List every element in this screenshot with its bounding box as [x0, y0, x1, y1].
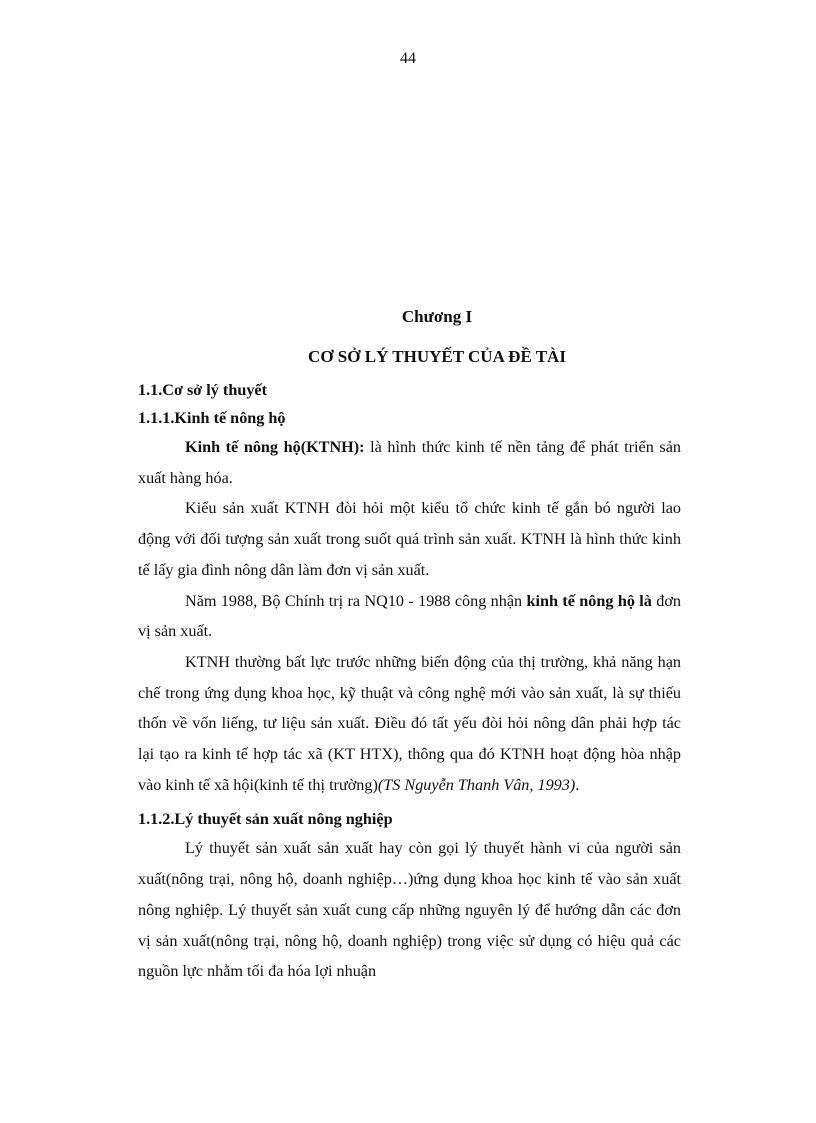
- paragraph-ktnh-limits: [138, 647, 681, 801]
- chapter-title: CƠ SỞ LÝ THUYẾT CỦA ĐỀ TÀI: [308, 347, 566, 366]
- section-heading-1-1: 1.1.Cơ sở lý thuyết: [138, 381, 267, 399]
- nq10-end: đơn vị sản xuất.: [138, 591, 681, 641]
- chapter-heading: Chương I: [401, 307, 473, 326]
- term-ktnh: Kinh tế nông hộ(KTNH):: [185, 438, 365, 456]
- body-content: [138, 376, 681, 987]
- paragraph-production-type: Kiểu sản xuất KTNH đòi hỏi một kiểu tổ chức kinh tế gắn bó người lao động với đối tượng sản xuất trong suốt quá trình sản xuất. KTNH là hình thức kinh tế lấy gia đình nông dân làm đơn vị sản xuất.: [138, 499, 681, 579]
- definition-text: là hình thức kinh tế nền tảng để phát triển sản xuất hàng hóa.: [138, 438, 681, 487]
- citation-end: .: [575, 775, 580, 794]
- nq10-bold: kinh tế nông hộ là: [526, 591, 652, 610]
- section-heading-1-1-1: 1.1.1.Kinh tế nông hộ: [138, 409, 286, 427]
- page-number: 44: [400, 50, 416, 67]
- paragraph-ktnh-definition: [138, 432, 681, 493]
- limits-text: KTNH thường bất lực trước những biến động của thị trường, khả năng hạn chế trong ứng dụng khoa học, kỹ thuật và công nghệ mới vào sản xuất, là sự thiếu thốn về vốn liếng, tư liệu sản xuất. Điều đó tất yếu đòi hỏi nông dân phải hợp tác lại tạo ra kinh tế hợp tác xã (KT HTX), thông qua đó KTNH hoạt động hòa nhập vào kinh tế xã hội(kinh tế thị trường): [138, 652, 681, 794]
- nq10-text: Năm 1988, Bộ Chính trị ra NQ10 - 1988 công nhận: [185, 591, 527, 610]
- paragraph-nq10: [138, 586, 681, 647]
- paragraph-production-theory: Lý thuyết sản xuất sản xuất hay còn gọi lý thuyết hành vi của người sản xuất(nông trại, nông hộ, doanh nghiệp…)ứng dụng khoa học kinh tế vào sản xuất nông nghiệp. Lý thuyết sản xuất cung cấp những nguyên lý để hướng dẫn các đơn vị sản xuất(nông trại, nông hộ, doanh nghiệp) trong việc sử dụng có hiệu quả các nguồn lực nhằm tối đa hóa lợi nhuận: [138, 839, 681, 981]
- section-heading-1-1-2: 1.1.2.Lý thuyết sản xuất nông nghiệp: [138, 810, 393, 829]
- citation: (TS Nguyễn Thanh Vân, 1993): [377, 775, 576, 794]
